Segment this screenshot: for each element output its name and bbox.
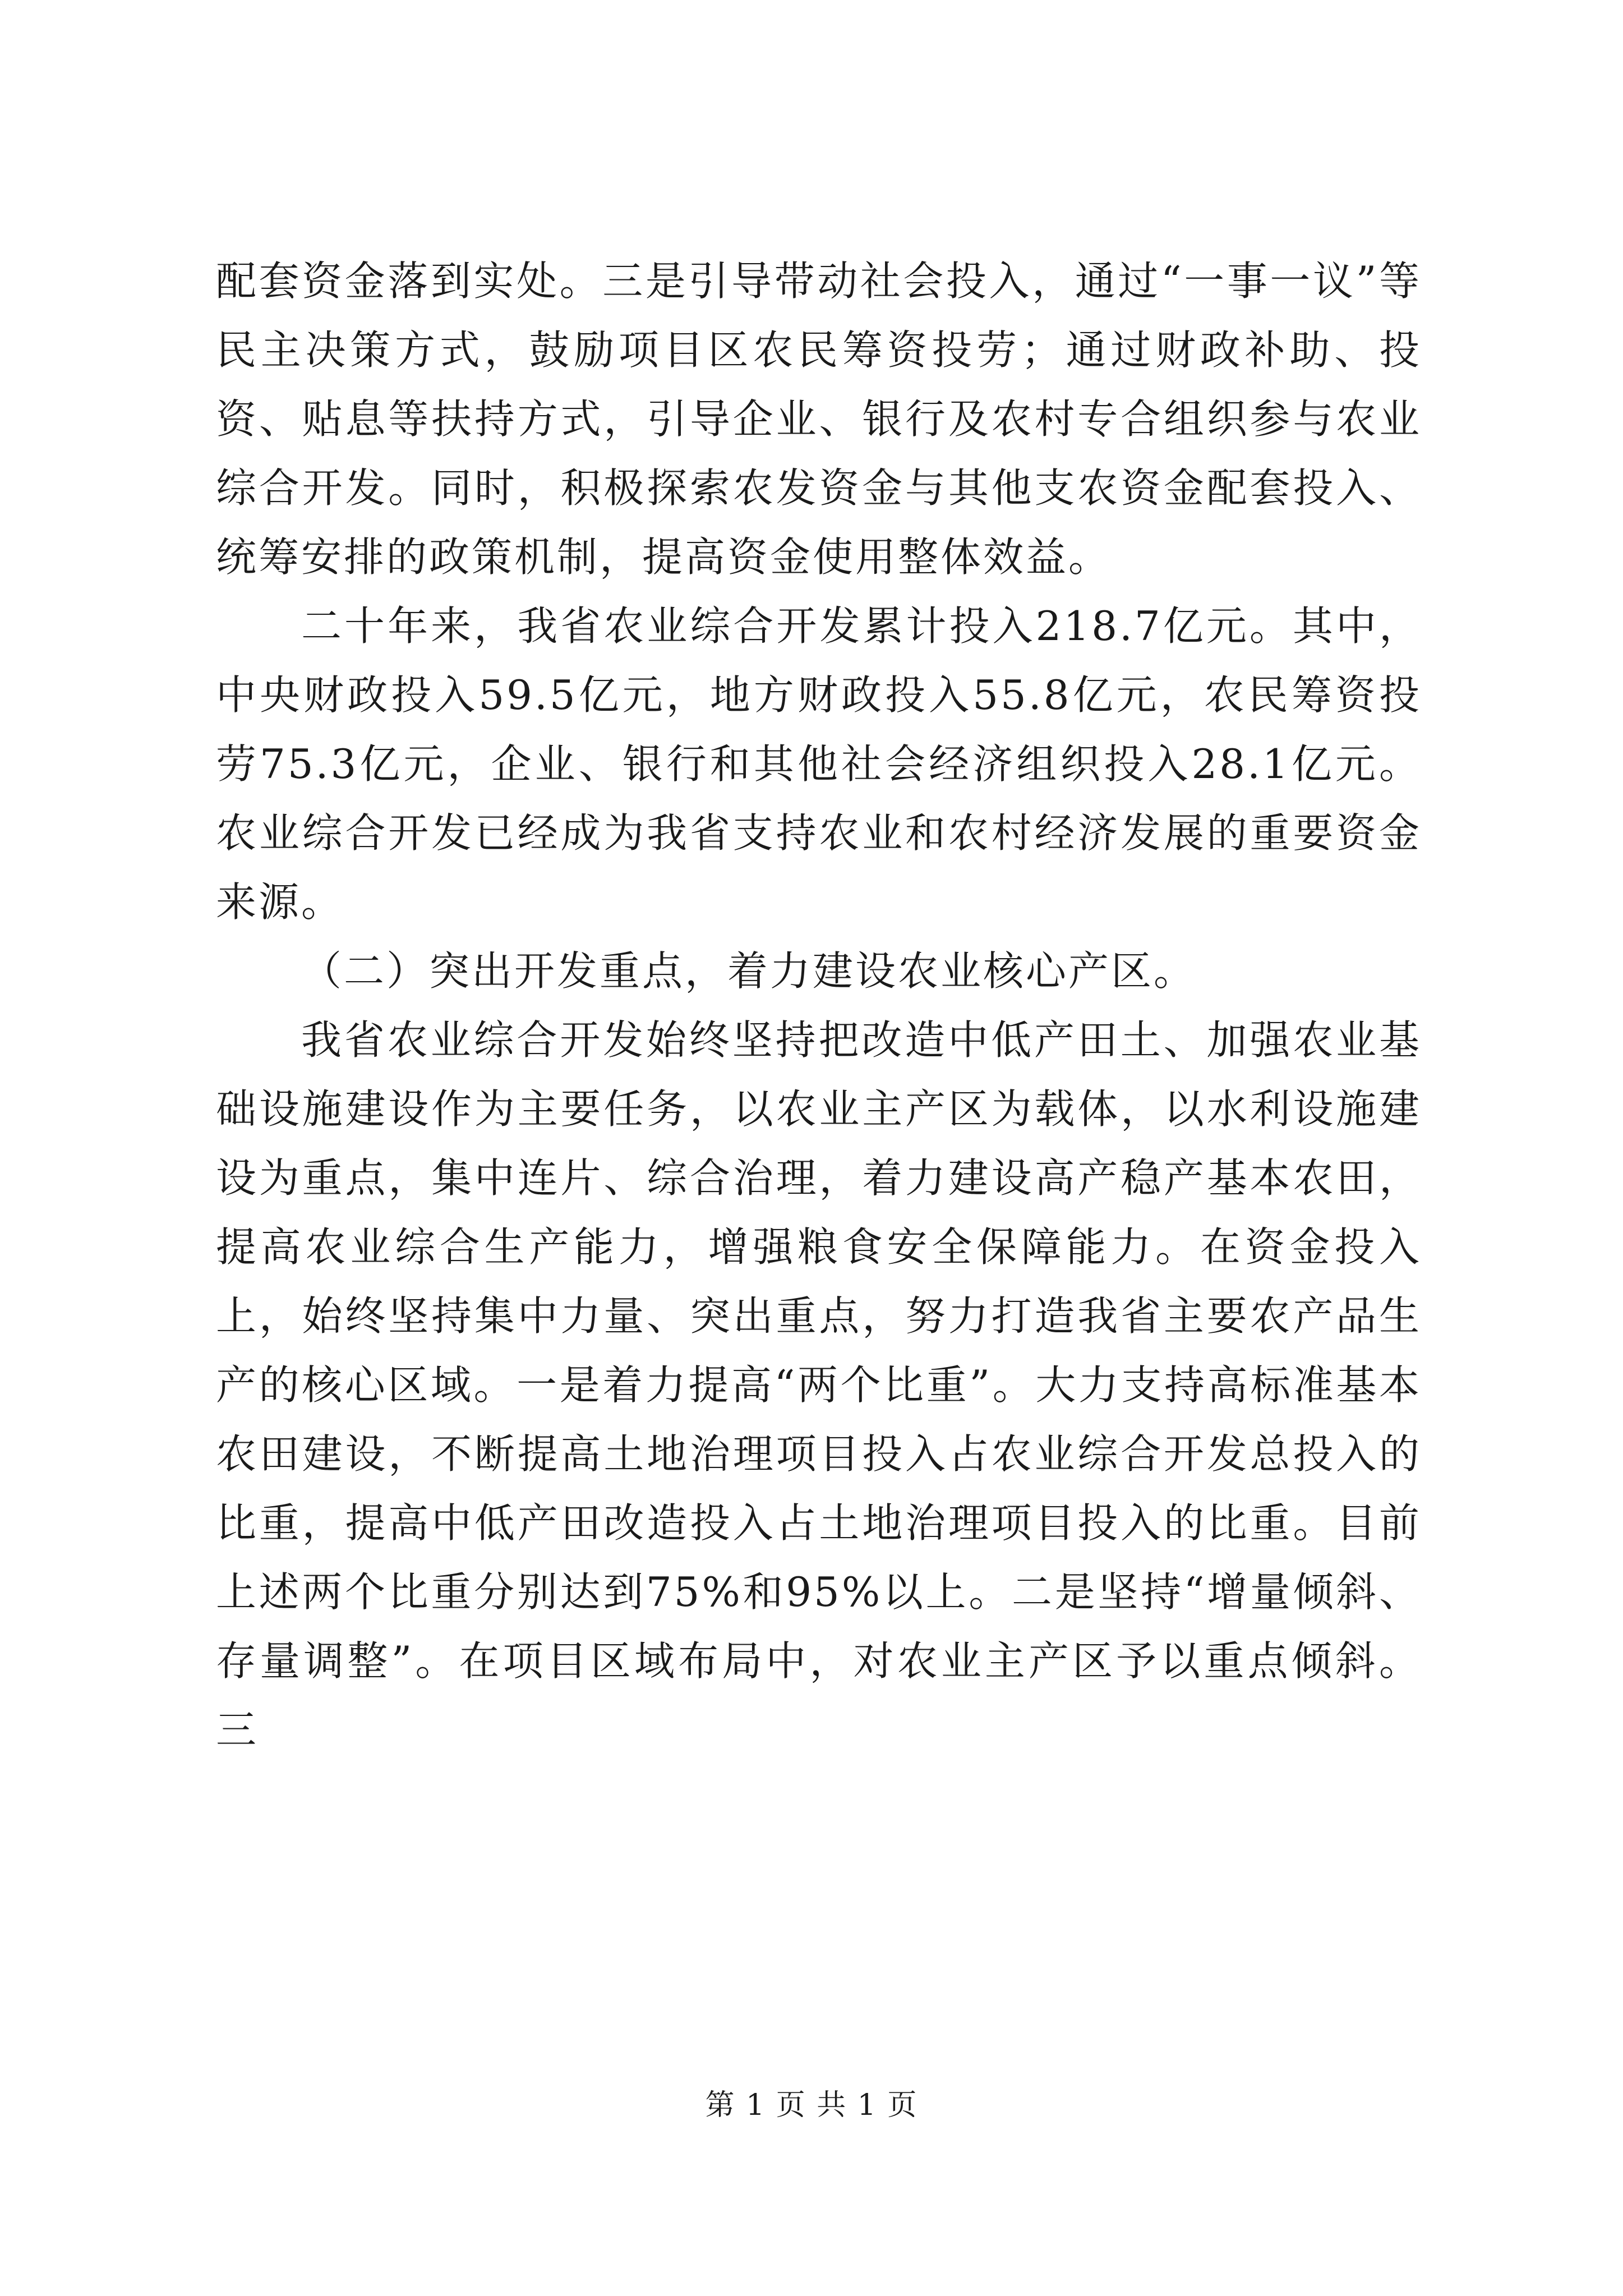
paragraph-funding-continuation: 配套资金落到实处。三是引导带动社会投入，通过“一事一议”等民主决策方式，鼓励项目区农民筹资投劳；通过财政补助、投资、贴息等扶持方式，引导企业、银行及农村专合组织参与农业综合开发。同时，积极探索农发资金与其他支农资金配套投入、统筹安排的政策机制，提高资金使用整体效益。 [216, 257, 1422, 581]
section-heading: （二）突出开发重点，着力建设农业核心产区。 [301, 947, 1197, 995]
paragraph-development-focus: 我省农业综合开发始终坚持把改造中低产田土、加强农业基础设施建设作为主要任务，以农业主产区为载体，以水利设施建设为重点，集中连片、综合治理，着力建设高产稳产基本农田，提高农业综合生产能力，增强粮食安全保障能力。在资金投入上，始终坚持集中力量、突出重点，努力打造我省主要农产品生产的核心区域。一是着力提高“两个比重”。大力支持高标准基本农田建设，不断提高土地治理项目投入占农业综合开发总投入的比重，提高中低产田改造投入占土地治理项目投入的比重。目前上述两个比重分别达到75%和95%以上。二是坚持“增量倾斜、存量调整”。在项目区域布局中，对农业主产区予以重点倾斜。三 [216, 1016, 1422, 1754]
page-footer: 第 1 页 共 1 页 [705, 2088, 918, 2122]
paragraph-investment-summary: 二十年来，我省农业综合开发累计投入218.7亿元。其中，中央财政投入59.5亿元，地方财政投入55.8亿元，农民筹资投劳75.3亿元，企业、银行和其他社会经济组织投入28.1亿元。农业综合开发已经成为我省支持农业和农村经济发展的重要资金来源。 [216, 602, 1422, 926]
document-body [216, 247, 1422, 1765]
